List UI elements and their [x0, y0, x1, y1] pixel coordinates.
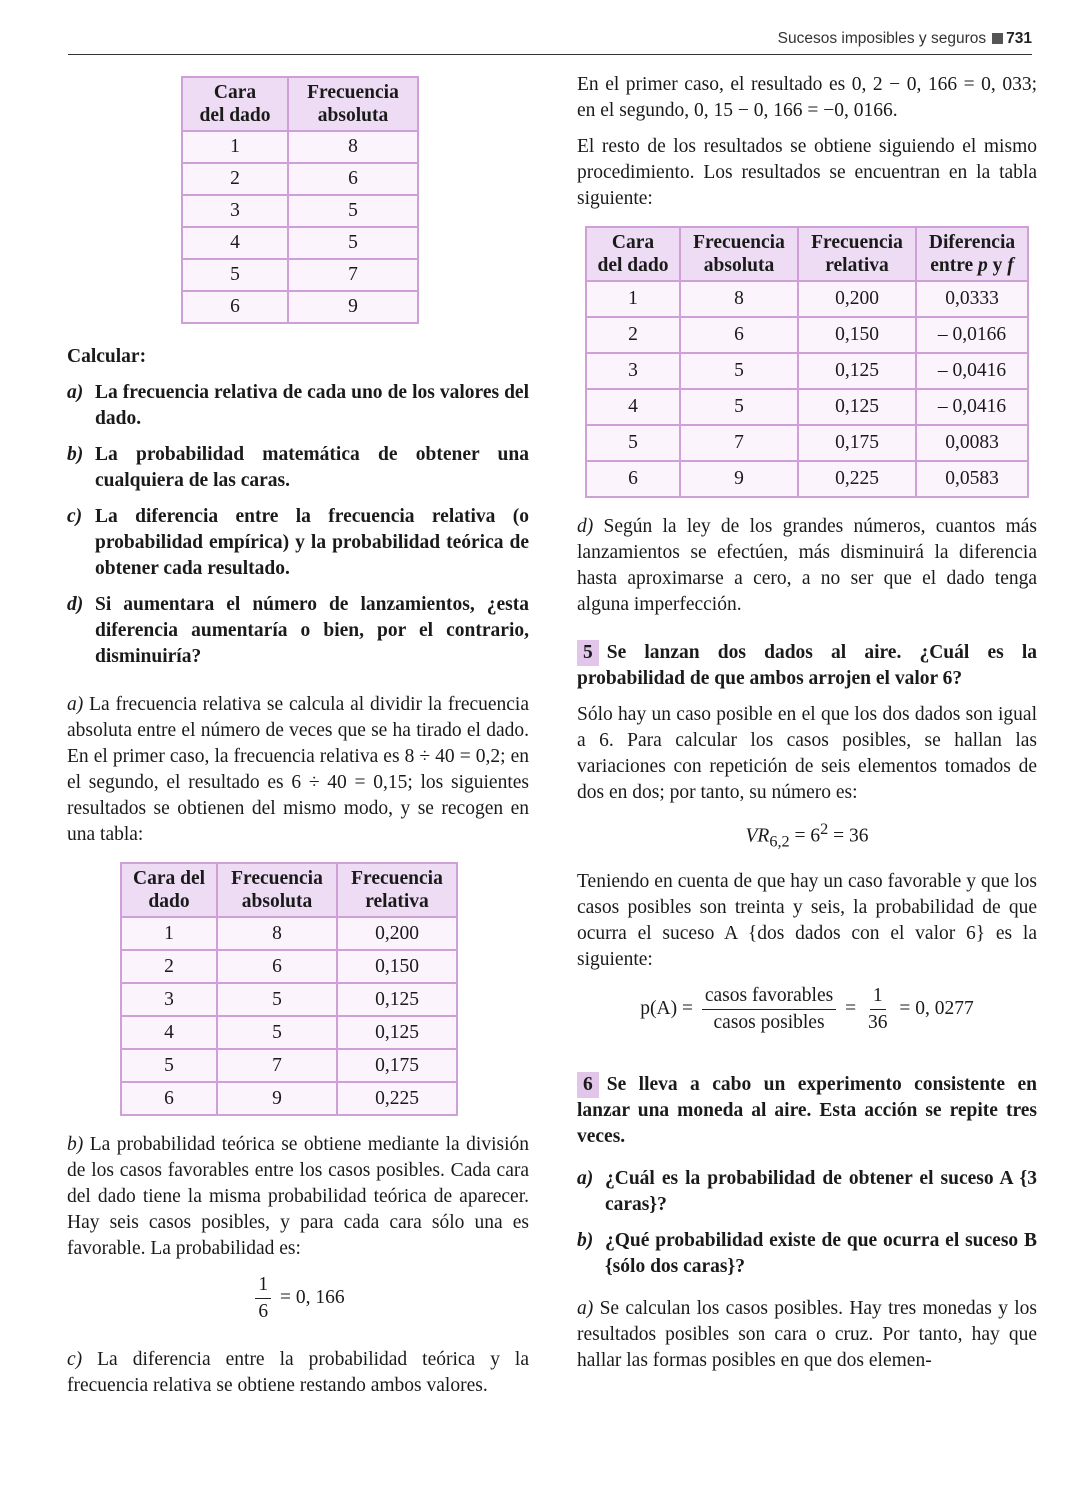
table-cell: 1	[121, 917, 217, 950]
problem-number-badge: 6	[577, 1072, 599, 1098]
answer-c: c) La diferencia entre la probabilidad teórica y la frecuencia relativa se obtiene restando ambos valores.	[67, 1349, 529, 1396]
right-paragraph-2: El resto de los resultados se obtiene siguiendo el mismo procedimiento. Los resultados se encuentran en la tabla siguiente:	[577, 136, 1037, 209]
table-cell: 0,150	[337, 950, 457, 983]
question-text: ¿Cuál es la probabilidad de obtener el suceso A {3 caras}?	[605, 1168, 1037, 1216]
frequency-table	[181, 76, 419, 324]
right-column	[577, 72, 1037, 1384]
table-cell: 1	[182, 131, 288, 163]
question-label: d)	[67, 594, 84, 615]
table-row	[121, 983, 457, 1016]
table-cell: 0,0333	[916, 281, 1028, 317]
question-item	[577, 1166, 1037, 1218]
square-bullet-icon	[992, 33, 1003, 44]
table-cell: 8	[288, 131, 418, 163]
table-row	[586, 425, 1028, 461]
header-title: Sucesos imposibles y seguros	[777, 30, 987, 47]
question-item	[577, 1228, 1037, 1280]
right-paragraph-1: En el primer caso, el resultado es 0, 2 − 0, 166 = 0, 033; en el segundo, 0, 15 − 0, 166 = −0, 0166.	[577, 74, 1037, 121]
table-cell: 0,125	[798, 389, 916, 425]
question-text: La probabilidad matemática de obtener una cualquiera de las caras.	[95, 444, 529, 491]
table-cell: 9	[288, 291, 418, 323]
table-cell: 7	[680, 425, 798, 461]
problem-number-badge: 5	[577, 640, 599, 666]
problem-5-paragraph-2: Teniendo en cuenta de que hay un caso favorable y que los casos posibles son treinta y seis, la probabilidad de que ocurra el suceso A {dos dados con el valor 6} es la siguiente:	[577, 871, 1037, 971]
table-cell: 5	[680, 353, 798, 389]
table-cell: 0,125	[337, 1016, 457, 1049]
question-item	[67, 592, 529, 670]
answer-b: b) La probabilidad teórica se obtiene mediante la división de los casos favorables entre los casos posibles. Cada cara del dado tiene la misma probabilidad teórica de aparecer. Hay seis casos posibles, y para cada cara sólo una es favorable. La probabilidad es:	[67, 1134, 529, 1259]
table-row	[182, 131, 418, 163]
question-list	[67, 380, 529, 670]
table-cell: – 0,0166	[916, 317, 1028, 353]
col-header-face: Cara del dado	[121, 863, 217, 917]
table-row	[586, 317, 1028, 353]
table-row	[182, 259, 418, 291]
table-cell: 6	[288, 163, 418, 195]
table-cell: 3	[586, 353, 680, 389]
problem-6-answer-a: a) Se calculan los casos posibles. Hay tres monedas y los resultados posibles son cara o cruz. Por tanto, hay que hallar las formas posibles en que dos elemen-	[577, 1298, 1037, 1372]
problem-5-paragraph-1: Sólo hay un caso posible en el que los dos dados son igual a 6. Para calcular los casos posibles, se hallan las variaciones con repetición de seis elementos tomados de dos en dos; por tanto, su número es:	[577, 704, 1037, 803]
table-cell: 2	[586, 317, 680, 353]
question-label: b)	[67, 444, 84, 465]
table-cell: 9	[217, 1082, 337, 1115]
table-cell: 5	[217, 983, 337, 1016]
table-cell: 4	[586, 389, 680, 425]
col-header-abs-freq: Frecuencia absoluta	[288, 77, 418, 131]
col-header-abs-freq: Frecuencia absoluta	[217, 863, 337, 917]
question-label: a)	[67, 382, 84, 403]
question-text: Si aumentara el número de lanzamientos, ¿esta diferencia aumentaría o bien, por el contrario, disminuiría?	[95, 594, 529, 667]
problem-6: 6 Se lleva a cabo un experimento consistente en lanzar una moneda al aire. Esta acción se repite tres veces.	[577, 1074, 1037, 1148]
table-cell: 4	[182, 227, 288, 259]
table-cell: 6	[121, 1082, 217, 1115]
answer-a: a) La frecuencia relativa se calcula al dividir la frecuencia absoluta entre el número de veces que se ha tirado el dado. En el primer caso, la frecuencia relativa es 8 ÷ 40 = 0,2; en el segundo, el resultado es 6 ÷ 40 = 0,15; los siguientes resultados se obtienen del mismo modo, y se recogen en una tabla:	[67, 694, 530, 845]
difference-table	[585, 226, 1029, 498]
table-row	[586, 461, 1028, 497]
table-cell: 6	[217, 950, 337, 983]
question-item	[67, 442, 529, 494]
table-cell: 6	[182, 291, 288, 323]
table-cell: 1	[586, 281, 680, 317]
table-cell: 7	[217, 1049, 337, 1082]
table-row	[121, 1016, 457, 1049]
table-cell: 0,175	[798, 425, 916, 461]
table-cell: 8	[217, 917, 337, 950]
table-cell: 6	[586, 461, 680, 497]
table-row	[586, 389, 1028, 425]
left-column	[67, 72, 529, 1409]
table-cell: 5	[680, 389, 798, 425]
formula-result: = 0, 166	[280, 1286, 345, 1308]
table-row	[121, 1049, 457, 1082]
relative-frequency-table	[120, 862, 458, 1116]
question-item	[67, 504, 529, 582]
table-cell: 0,0583	[916, 461, 1028, 497]
question-item	[67, 380, 529, 432]
table-cell: 7	[288, 259, 418, 291]
answer-d: d) Según la ley de los grandes números, cuantos más lanzamientos se efectúen, más disminuirá la diferencia hasta aproximarse a cero, a no ser que el dado tenga alguna imperfección.	[577, 516, 1038, 615]
fraction-denominator: 6	[258, 1301, 269, 1322]
question-label: b)	[577, 1230, 594, 1252]
table-row	[121, 1082, 457, 1115]
table-cell: 8	[680, 281, 798, 317]
table-cell: 5	[288, 195, 418, 227]
table-cell: 4	[121, 1016, 217, 1049]
table-cell: – 0,0416	[916, 353, 1028, 389]
table-cell: 0,200	[798, 281, 916, 317]
table-cell: 3	[182, 195, 288, 227]
table-cell: 5	[586, 425, 680, 461]
calc-label: Calcular:	[67, 346, 147, 367]
page-number: 731	[1006, 30, 1032, 47]
col-header-face: Cara del dado	[586, 227, 680, 281]
table-cell: 0,225	[798, 461, 916, 497]
table-cell: 2	[182, 163, 288, 195]
table-cell: 5	[217, 1016, 337, 1049]
col-header-face: Cara del dado	[182, 77, 288, 131]
table-row	[182, 227, 418, 259]
table-cell: 0,175	[337, 1049, 457, 1082]
table-cell: 0,150	[798, 317, 916, 353]
table-cell: 0,225	[337, 1082, 457, 1115]
table-row	[586, 281, 1028, 317]
table-row	[182, 195, 418, 227]
table-cell: 0,125	[798, 353, 916, 389]
table-cell: 6	[680, 317, 798, 353]
question-label: a)	[577, 1168, 594, 1190]
table-row	[182, 291, 418, 323]
table-row	[121, 917, 457, 950]
formula-one-sixth	[67, 1272, 529, 1325]
table-cell: 0,200	[337, 917, 457, 950]
table-cell: 3	[121, 983, 217, 1016]
table-row	[586, 353, 1028, 389]
question-text: La frecuencia relativa de cada uno de los valores del dado.	[95, 382, 529, 429]
table-cell: 5	[121, 1049, 217, 1082]
col-header-rel-freq: Frecuencia relativa	[798, 227, 916, 281]
table-cell: 0,125	[337, 983, 457, 1016]
problem-6-questions	[577, 1166, 1037, 1280]
table-row	[182, 163, 418, 195]
table-cell: 0,0083	[916, 425, 1028, 461]
col-header-difference: Diferencia entre p y f	[916, 227, 1028, 281]
table-header-row	[182, 77, 418, 131]
table-cell: 5	[182, 259, 288, 291]
problem-5: 5 Se lanzan dos dados al aire. ¿Cuál es la probabilidad de que ambos arrojen el valor 6?	[577, 642, 1037, 689]
table-cell: – 0,0416	[916, 389, 1028, 425]
table-cell: 5	[288, 227, 418, 259]
table-header-row	[121, 863, 457, 917]
page-header	[68, 22, 1032, 55]
formula-variations: $VR_{6,2} = 6^2 = 36$	[745, 820, 869, 851]
question-label: c)	[67, 506, 83, 527]
table-header-row	[586, 227, 1028, 281]
col-header-rel-freq: Frecuencia relativa	[337, 863, 457, 917]
question-text: La diferencia entre la frecuencia relativa (o probabilidad empírica) y la probabilidad teórica de obtener cada resultado.	[95, 506, 529, 579]
table-row	[121, 950, 457, 983]
question-text: ¿Qué probabilidad existe de que ocurra el suceso B {sólo dos caras}?	[605, 1230, 1037, 1278]
table-cell: 9	[680, 461, 798, 497]
col-header-abs-freq: Frecuencia absoluta	[680, 227, 798, 281]
table-cell: 2	[121, 950, 217, 983]
fraction-numerator: 1	[255, 1272, 271, 1299]
formula-probability: p(A) = $\frac{\text{casos favorables}}{\text{casos posibles}}$ = $\frac{1}{36}$ = 0, 0277	[640, 985, 974, 1034]
